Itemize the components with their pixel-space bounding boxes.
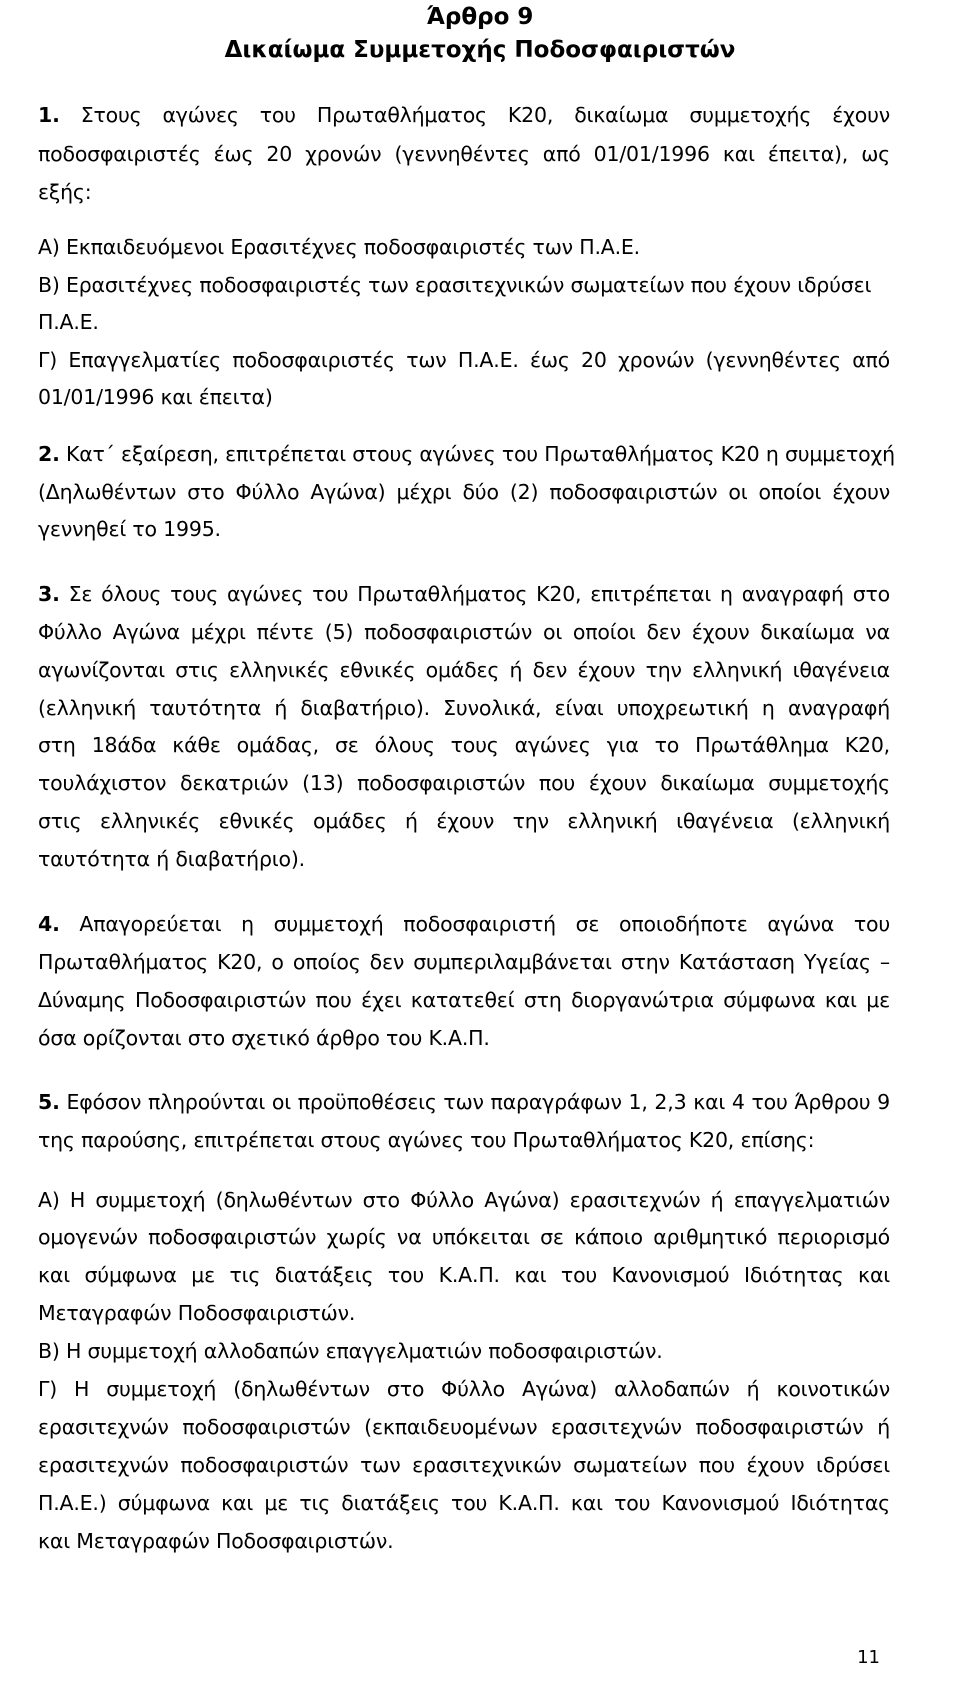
paragraph-5-item-c: Γ) Η συμμετοχή (δηλωθέντων στο Φύλλο Αγώνα) αλλοδαπών ή κοινοτικών (38, 1377, 890, 1401)
page-number: 11 (857, 1647, 880, 1668)
paragraph-5-item-c-cont-1: ερασιτεχνών ποδοσφαιριστών (εκπαιδευομένων ερασιτεχνών ποδοσφαιριστών ή (38, 1415, 890, 1439)
paragraph-number: 4. (38, 912, 60, 936)
paragraph-number: 2. (38, 442, 60, 466)
paragraph-5-item-a-cont-3: Μεταγραφών Ποδοσφαιριστών. (38, 1301, 356, 1325)
paragraph-3-line-1: 3. Σε όλους τους αγώνες του Πρωταθλήματος Κ20, επιτρέπεται η αναγραφή στο (38, 582, 890, 606)
paragraph-1-item-b-cont: Π.Α.Ε. (38, 310, 99, 334)
paragraph-1-item-a: Α) Εκπαιδευόμενοι Ερασιτέχνες ποδοσφαιριστές των Π.Α.Ε. (38, 235, 640, 259)
paragraph-3-line-3: αγωνίζονται στις ελληνικές εθνικές ομάδες ή δεν έχουν την ελληνική ιθαγένεια (38, 658, 890, 682)
paragraph-3-line-2: Φύλλο Αγώνα μέχρι πέντε (5) ποδοσφαιριστών οι οποίοι δεν έχουν δικαίωμα να (38, 620, 890, 644)
paragraph-3-line-5: στη 18άδα κάθε ομάδας, σε όλους τους αγώνες για το Πρωτάθλημα Κ20, (38, 733, 890, 757)
paragraph-number: 3. (38, 582, 60, 606)
paragraph-1-item-c: Γ) Επαγγελματίες ποδοσφαιριστές των Π.Α.Ε. έως 20 χρονών (γεννηθέντες από (38, 348, 890, 372)
paragraph-5-item-b: Β) Η συμμετοχή αλλοδαπών επαγγελματιών ποδοσφαιριστών. (38, 1339, 663, 1363)
paragraph-3-line-4: (ελληνική ταυτότητα ή διαβατήριο). Συνολικά, είναι υποχρεωτική η αναγραφή (38, 696, 890, 720)
paragraph-5-line-2: της παρούσης, επιτρέπεται στους αγώνες του Πρωταθλήματος Κ20, επίσης: (38, 1128, 815, 1152)
paragraph-5-item-a: Α) Η συμμετοχή (δηλωθέντων στο Φύλλο Αγώνα) ερασιτεχνών ή επαγγελματιών (38, 1188, 890, 1212)
paragraph-4-line-4: όσα ορίζονται στο σχετικό άρθρο του Κ.Α.Π. (38, 1026, 490, 1050)
paragraph-3-line-6: τουλάχιστον δεκατριών (13) ποδοσφαιριστών που έχουν δικαίωμα συμμετοχής (38, 771, 890, 795)
paragraph-2-line-1: 2. Κατ΄ εξαίρεση, επιτρέπεται στους αγώνες του Πρωταθλήματος Κ20 η συμμετοχή (38, 442, 895, 466)
paragraph-5-item-a-cont-2: και σύμφωνα με τις διατάξεις του Κ.Α.Π. και του Κανονισμού Ιδιότητας και (38, 1263, 890, 1287)
paragraph-1-line-3: εξής: (38, 180, 92, 204)
article-heading: Άρθρο 9 (426, 4, 534, 30)
paragraph-5-line-1: 5. Εφόσον πληρούνται οι προϋποθέσεις των παραγράφων 1, 2,3 και 4 του Άρθρου 9 (38, 1090, 890, 1114)
paragraph-5-item-a-cont-1: ομογενών ποδοσφαιριστών χωρίς να υπόκειται σε κάποιο αριθμητικό περιορισμό (38, 1225, 890, 1249)
paragraph-5-item-c-cont-2: ερασιτεχνών ποδοσφαιριστών των ερασιτεχνικών σωματείων που έχουν ιδρύσει (38, 1453, 890, 1477)
article-subheading: Δικαίωμα Συμμετοχής Ποδοσφαιριστών (224, 37, 736, 63)
paragraph-1-line-2: ποδοσφαιριστές έως 20 χρονών (γεννηθέντες από 01/01/1996 και έπειτα), ως (38, 142, 890, 166)
paragraph-5-item-c-cont-3: Π.Α.Ε.) σύμφωνα και με τις διατάξεις του Κ.Α.Π. και του Κανονισμού Ιδιότητας (38, 1491, 890, 1515)
paragraph-3-line-7: στις ελληνικές εθνικές ομάδες ή έχουν την ελληνική ιθαγένεια (ελληνική (38, 809, 890, 833)
paragraph-number: 1. (38, 103, 60, 127)
paragraph-4-line-1: 4. Απαγορεύεται η συμμετοχή ποδοσφαιριστή σε οποιοδήποτε αγώνα του (38, 912, 890, 936)
paragraph-1-item-c-cont: 01/01/1996 και έπειτα) (38, 385, 273, 409)
paragraph-1-line-1: 1. Στους αγώνες του Πρωταθλήματος Κ20, δικαίωμα συμμετοχής έχουν (38, 103, 890, 127)
paragraph-2-line-3: γεννηθεί το 1995. (38, 517, 221, 541)
paragraph-4-line-3: Δύναμης Ποδοσφαιριστών που έχει κατατεθεί στη διοργανώτρια σύμφωνα και με (38, 988, 890, 1012)
paragraph-1-item-b: Β) Ερασιτέχνες ποδοσφαιριστές των ερασιτεχνικών σωματείων που έχουν ιδρύσει (38, 273, 872, 297)
paragraph-4-line-2: Πρωταθλήματος Κ20, ο οποίος δεν συμπεριλαμβάνεται στην Κατάσταση Υγείας – (38, 950, 890, 974)
paragraph-2-line-2: (Δηλωθέντων στο Φύλλο Αγώνα) μέχρι δύο (2) ποδοσφαιριστών οι οποίοι έχουν (38, 480, 890, 504)
paragraph-number: 5. (38, 1090, 60, 1114)
paragraph-5-item-c-cont-4: και Μεταγραφών Ποδοσφαιριστών. (38, 1529, 394, 1553)
paragraph-3-line-8: ταυτότητα ή διαβατήριο). (38, 847, 305, 871)
